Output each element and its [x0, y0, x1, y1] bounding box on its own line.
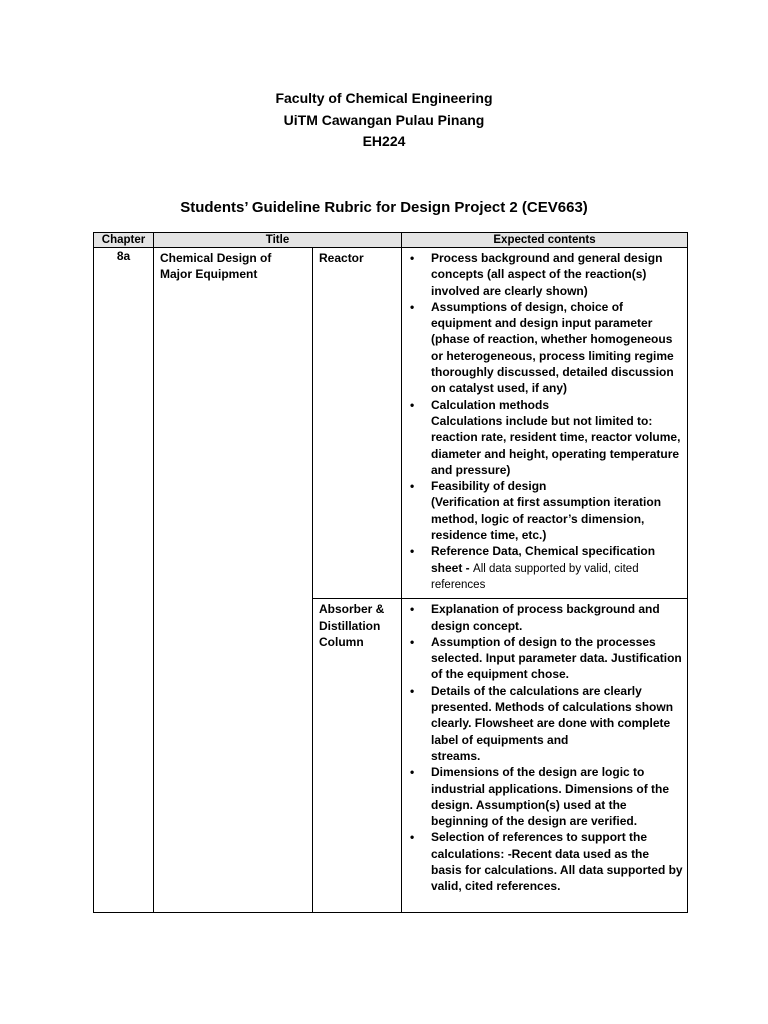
- subtitle-reactor: Reactor: [319, 251, 364, 265]
- header-title: Title: [154, 233, 402, 248]
- course-code: EH224: [362, 133, 406, 149]
- bullet-icon: •: [410, 830, 415, 845]
- list-item: • Assumption of design to the processes selected. Input parameter data. Justification of the equipment chose.: [410, 634, 682, 682]
- streams-text: streams.: [431, 748, 481, 763]
- subtitle-cell-absorber: [313, 599, 402, 913]
- list-item: • Details of the calculations are clearly presented. Methods of calculations shown clearly. Flowsheet are done with complete label of equipments and streams.: [410, 683, 674, 763]
- reference-note: All data supported by valid, cited references: [431, 562, 639, 591]
- document-header: [0, 88, 768, 153]
- table-header-row: [94, 233, 688, 248]
- list-item: • Dimensions of the design are logic to industrial applications. Dimensions of the design. Assumption(s) used at the beginning of the design are verified.: [410, 765, 670, 829]
- bullet-icon: •: [410, 299, 415, 314]
- bullet-icon: •: [410, 251, 415, 265]
- bullet-icon: •: [410, 397, 415, 412]
- calculation-detail: Calculations include but not limited to: reaction rate, resident time, reactor volume, diameter and height, operating temperature and pressure): [431, 413, 681, 477]
- list-item: • Reference Data, Chemical specification sheet - All data supported by valid, cited references: [410, 544, 656, 591]
- title-cell: [154, 248, 313, 913]
- expected-contents-absorber: [402, 599, 688, 913]
- bullet-icon: •: [410, 479, 415, 494]
- document-title: Students’ Guideline Rubric for Design Project 2 (CEV663): [180, 199, 588, 216]
- table-row-reactor: [94, 248, 688, 599]
- bullet-icon: •: [410, 683, 415, 698]
- subtitle-cell-reactor: [313, 248, 402, 599]
- chapter-title: Chemical Design of Major Equipment: [160, 251, 272, 282]
- bullet-icon: •: [410, 602, 415, 617]
- list-item: • Assumptions of design, choice of equipment and design input parameter (phase of reaction, whether homogeneous or heterogeneous, process limiting regime thoroughly discussed, detailed discussion on catalyst used, if any): [410, 299, 674, 396]
- rubric-table: [93, 232, 688, 913]
- faculty-name: Faculty of Chemical Engineering: [275, 90, 493, 106]
- chapter-cell: 8a: [94, 248, 154, 913]
- list-item: • Process background and general design concepts (all aspect of the reaction(s) involved are clearly shown): [410, 251, 663, 298]
- bullet-icon: •: [410, 634, 415, 649]
- header-expected-contents: Expected contents: [402, 233, 688, 248]
- bullet-icon: •: [410, 765, 415, 780]
- bullet-icon: •: [410, 544, 415, 559]
- list-item: • Selection of references to support the calculations: -Recent data used as the basis for calculations. All data supported by valid, cited references.: [410, 830, 683, 894]
- list-item: • Calculation methods Calculations include but not limited to: reaction rate, resident time, reactor volume, diameter and height, operating temperature and pressure): [410, 397, 681, 477]
- feasibility-detail: (Verification at first assumption iteration method, logic of reactor’s dimension, residence time, etc.): [431, 495, 662, 543]
- header-chapter: Chapter: [94, 233, 154, 248]
- list-item: • Explanation of process background and design concept.: [410, 602, 660, 633]
- list-item: • Feasibility of design (Verification at first assumption iteration method, logic of reactor’s dimension, residence time, etc.): [410, 479, 662, 543]
- expected-contents-reactor: [402, 248, 688, 599]
- subtitle-absorber: Absorber & Distillation Column: [319, 602, 385, 649]
- absorber-list: [402, 599, 687, 900]
- campus-name: UiTM Cawangan Pulau Pinang: [283, 111, 485, 128]
- reactor-list: [402, 248, 687, 598]
